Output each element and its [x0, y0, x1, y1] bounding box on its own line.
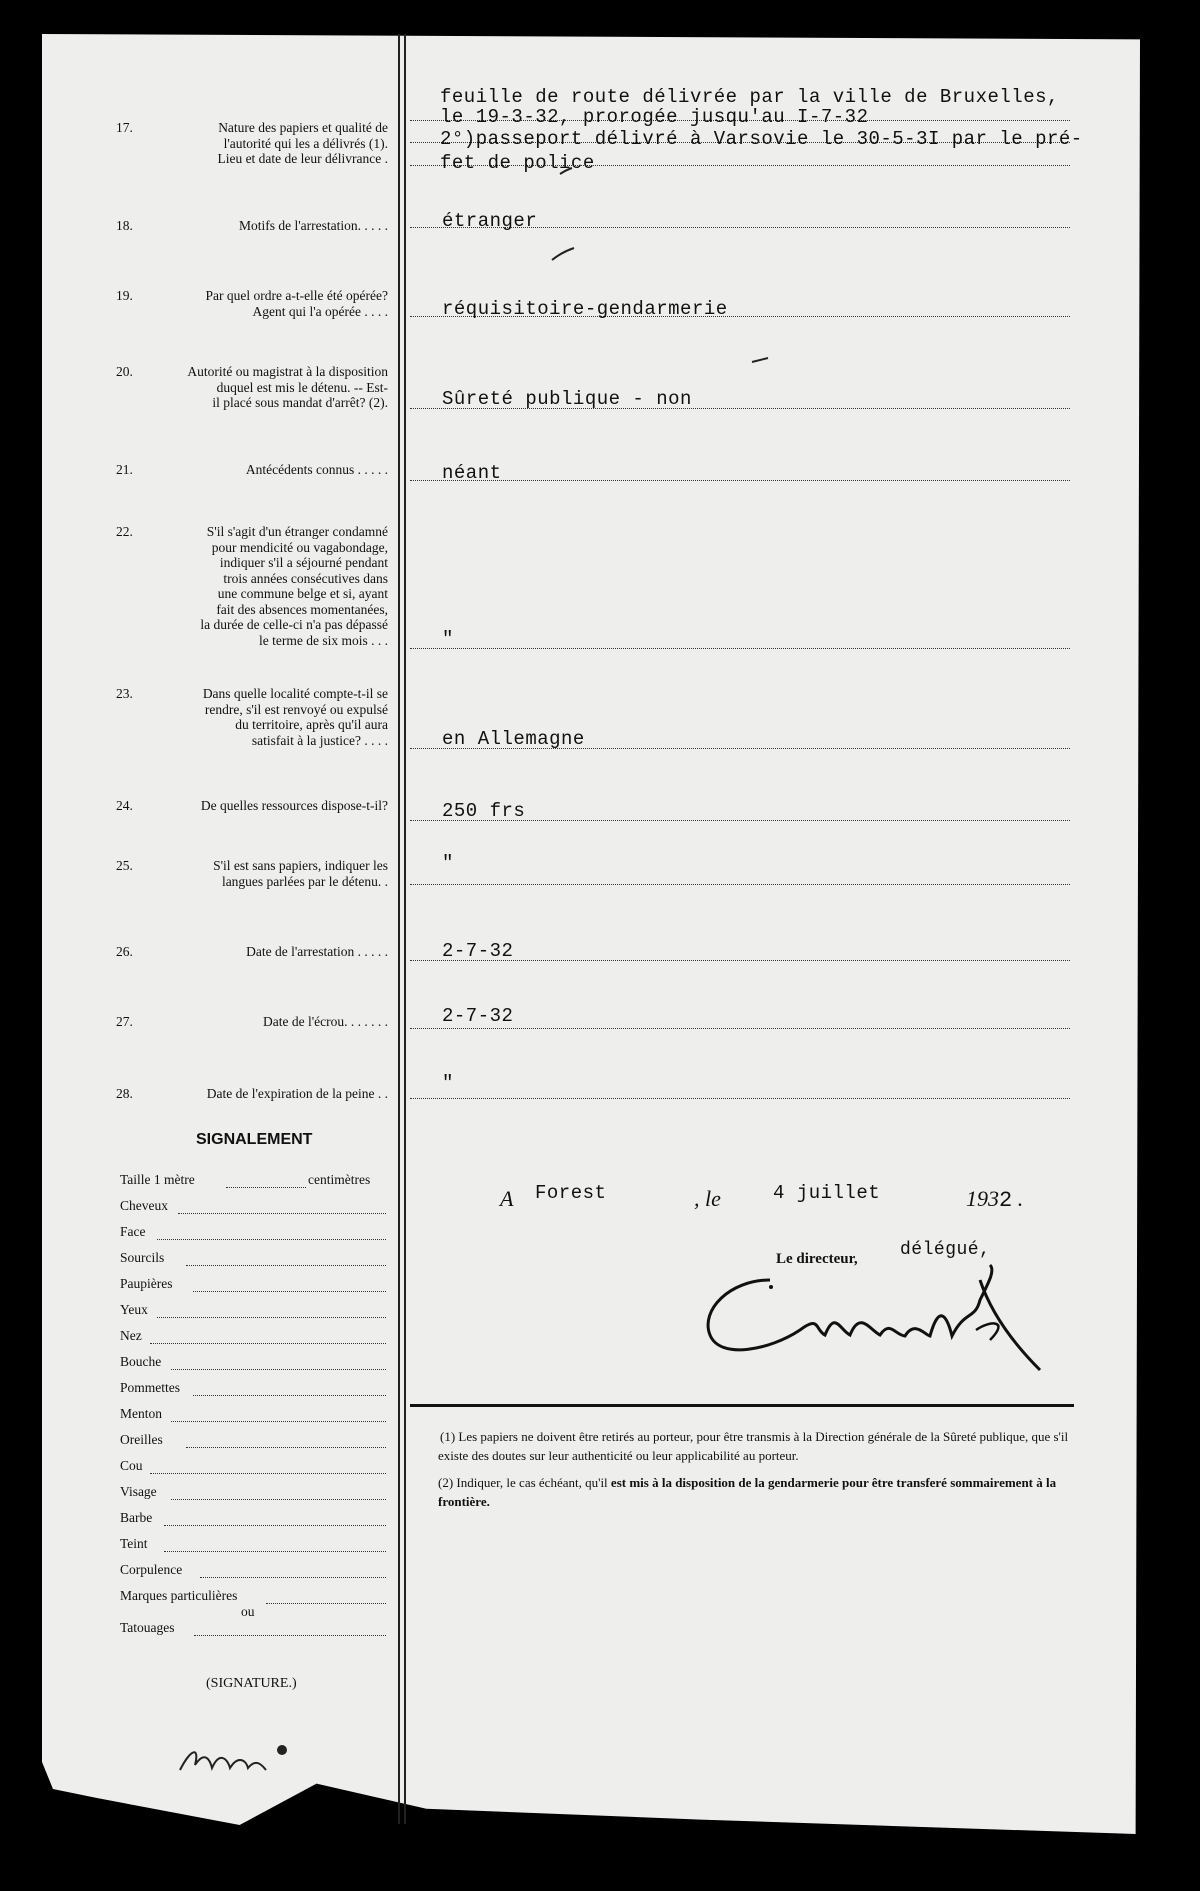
taille-line: [226, 1187, 306, 1188]
ou-label: ou: [241, 1604, 255, 1619]
signalement-field-line: [193, 1395, 386, 1396]
answer-27: 2-7-32: [442, 1005, 514, 1027]
question-line: Agent qui l'a opérée . . . .: [252, 303, 388, 319]
question-number: 25.: [116, 858, 133, 873]
footnote-1: [438, 1427, 1076, 1465]
signalement-field-label: Bouche: [120, 1354, 162, 1369]
signalement-field-line: [171, 1369, 386, 1370]
question-line: fait des absences momentanées,: [216, 601, 388, 617]
question-line: la durée de celle-ci n'a pas dépassé: [200, 617, 388, 632]
question-line: Dans quelle localité compte-t-il se: [202, 686, 388, 701]
question-line: S'il s'agit d'un étranger condamné: [206, 524, 388, 539]
question-line: il placé sous mandat d'arrêt? (2).: [212, 395, 388, 410]
question-line: pour mendicité ou vagabondage,: [211, 539, 388, 555]
detainee-signature: [150, 1730, 310, 1800]
director-signature: [690, 1240, 1070, 1390]
question-line: duquel est mis le détenu. -- Est-: [216, 379, 388, 395]
date-text: 4 juillet: [773, 1182, 881, 1204]
signalement-field-label: Yeux: [120, 1302, 148, 1317]
question-line: indiquer s'il a séjourné pendant: [219, 555, 388, 570]
signalement-field-line: [171, 1499, 386, 1500]
signalement-field-line: [186, 1265, 386, 1266]
question-line: le terme de six mois . . .: [259, 632, 388, 648]
question-line: Date de l'arrestation . . . . .: [246, 944, 388, 959]
signalement-title: SIGNALEMENT: [196, 1131, 313, 1148]
place-a: A: [500, 1186, 514, 1211]
question-number: 26.: [116, 944, 133, 959]
footnote-2-text-a: (2) Indiquer, le cas échéant, qu'il: [438, 1475, 611, 1490]
taille-unit: centimètres: [308, 1172, 371, 1187]
signalement-field-label: Oreilles: [120, 1432, 163, 1447]
signalement-field-line: [157, 1239, 386, 1240]
signalement-field-label: Corpulence: [120, 1562, 183, 1577]
signalement-field-line: [150, 1473, 386, 1474]
question-number: 19.: [116, 288, 133, 303]
answer-17-line3: 2°)passeport délivré à Varsovie le 30-5-3I par le pré-: [440, 128, 1083, 150]
answer-17-line4: fet de police: [440, 152, 595, 174]
signalement-field-label: Visage: [120, 1484, 157, 1499]
question-number: 27.: [116, 1014, 133, 1029]
question-line: rendre, s'il est renvoyé ou expulsé: [204, 701, 388, 717]
delegue-text: délégué,: [900, 1240, 991, 1260]
question-number: 21.: [116, 462, 133, 477]
question-number: 28.: [116, 1086, 133, 1101]
question-line: Lieu et date de leur délivrance .: [217, 151, 388, 166]
answer-23: en Allemagne: [442, 728, 585, 750]
answer-24: 250 frs: [442, 800, 526, 822]
question-number: 20.: [116, 364, 133, 379]
footnote-2-text-b: est mis à la disposition de la gendarmerie pour être transferé sommairement à la frontière.: [438, 1475, 1057, 1509]
answer-26: 2-7-32: [442, 940, 514, 962]
question-number: 23.: [116, 686, 133, 701]
footnote-2: [438, 1473, 1076, 1511]
question-number: 17.: [116, 120, 133, 135]
answer-25: ": [442, 852, 454, 874]
question-line: Antécédents connus . . . . .: [245, 462, 388, 477]
question-number: 18.: [116, 218, 133, 233]
signalement-field-label: Barbe: [120, 1510, 153, 1525]
place-name: Forest: [535, 1182, 607, 1204]
question-number: 22.: [116, 524, 133, 539]
answer-19: réquisitoire-gendarmerie: [442, 298, 728, 320]
question-number: 24.: [116, 798, 133, 813]
signalement-field-label: Nez: [120, 1328, 142, 1343]
answer-22: ": [442, 628, 454, 650]
question-line: Par quel ordre a-t-elle été opérée?: [205, 288, 388, 303]
signalement-field-line: [164, 1551, 386, 1552]
director-title: Le directeur,: [776, 1251, 858, 1267]
question-line: l'autorité qui les a délivrés (1).: [223, 135, 388, 151]
tatouages-label: Tatouages: [120, 1620, 175, 1635]
question-line: trois années consécutives dans: [223, 570, 388, 586]
signalement-field-label: Menton: [120, 1406, 162, 1421]
question-line: S'il est sans papiers, indiquer les: [213, 858, 388, 873]
signalement-field-line: [164, 1525, 386, 1526]
signalement-field-line: [150, 1343, 386, 1344]
signature-label: (SIGNATURE.): [206, 1676, 297, 1691]
signalement-field-label: Pommettes: [120, 1380, 180, 1395]
year-prefix: [966, 1186, 1023, 1213]
question-line: Motifs de l'arrestation. . . . .: [238, 218, 388, 233]
signalement-field-line: [200, 1577, 386, 1578]
signalement-field-label: Face: [120, 1224, 146, 1239]
place-le: , le: [694, 1186, 721, 1211]
signalement-field-label: Sourcils: [120, 1250, 165, 1265]
answer-21: néant: [442, 462, 502, 484]
question-line: Date de l'écrou. . . . . . .: [262, 1014, 388, 1029]
question-line: satisfait à la justice? . . . .: [251, 732, 388, 748]
answer-18: étranger: [442, 210, 538, 232]
marques-line: [266, 1603, 386, 1604]
signalement-field-label: Cou: [120, 1458, 143, 1473]
question-line: du territoire, après qu'il aura: [235, 717, 388, 732]
question-line: langues parlées par le détenu. .: [221, 873, 388, 889]
question-line: De quelles ressources dispose-t-il?: [200, 798, 388, 813]
signalement-field-line: [171, 1421, 386, 1422]
marques-label: Marques particulières: [120, 1588, 238, 1603]
footnotes-rule: [410, 1404, 1074, 1407]
signalement-field-label: Teint: [120, 1536, 148, 1551]
signalement-field-line: [186, 1447, 386, 1448]
answer-17-line2: le 19-3-32, prorogée jusqu'au I-7-32: [440, 106, 869, 128]
question-line: Nature des papiers et qualité de: [218, 120, 388, 135]
year-printed: 193: [966, 1186, 999, 1211]
taille-label: Taille 1 mètre: [120, 1172, 195, 1187]
question-line: Date de l'expiration de la peine . .: [206, 1086, 388, 1101]
year-dot: .: [1017, 1186, 1024, 1211]
question-line: une commune belge et si, ayant: [217, 586, 388, 601]
footnote-1-text: (1) Les papiers ne doivent être retirés au porteur, pour être transmis à la Direction générale de la Sûreté publique, que s'il existe des doutes sur leur authenticité ou leur applicabilité au porteur.: [438, 1429, 1069, 1463]
answer-20: Sûreté publique - non: [442, 388, 692, 410]
signalement-field-label: Cheveux: [120, 1198, 168, 1213]
signalement-field-label: Paupières: [120, 1276, 173, 1291]
answer-17-line1: feuille de route délivrée par la ville de Bruxelles,: [440, 86, 1059, 108]
question-line: Autorité ou magistrat à la disposition: [187, 364, 388, 379]
tatouages-line: [194, 1635, 386, 1636]
answer-28: ": [442, 1072, 454, 1094]
signalement-field-line: [178, 1213, 386, 1214]
signalement-field-line: [193, 1291, 386, 1292]
year-digit: 2: [999, 1188, 1013, 1213]
signalement-field-line: [157, 1317, 386, 1318]
